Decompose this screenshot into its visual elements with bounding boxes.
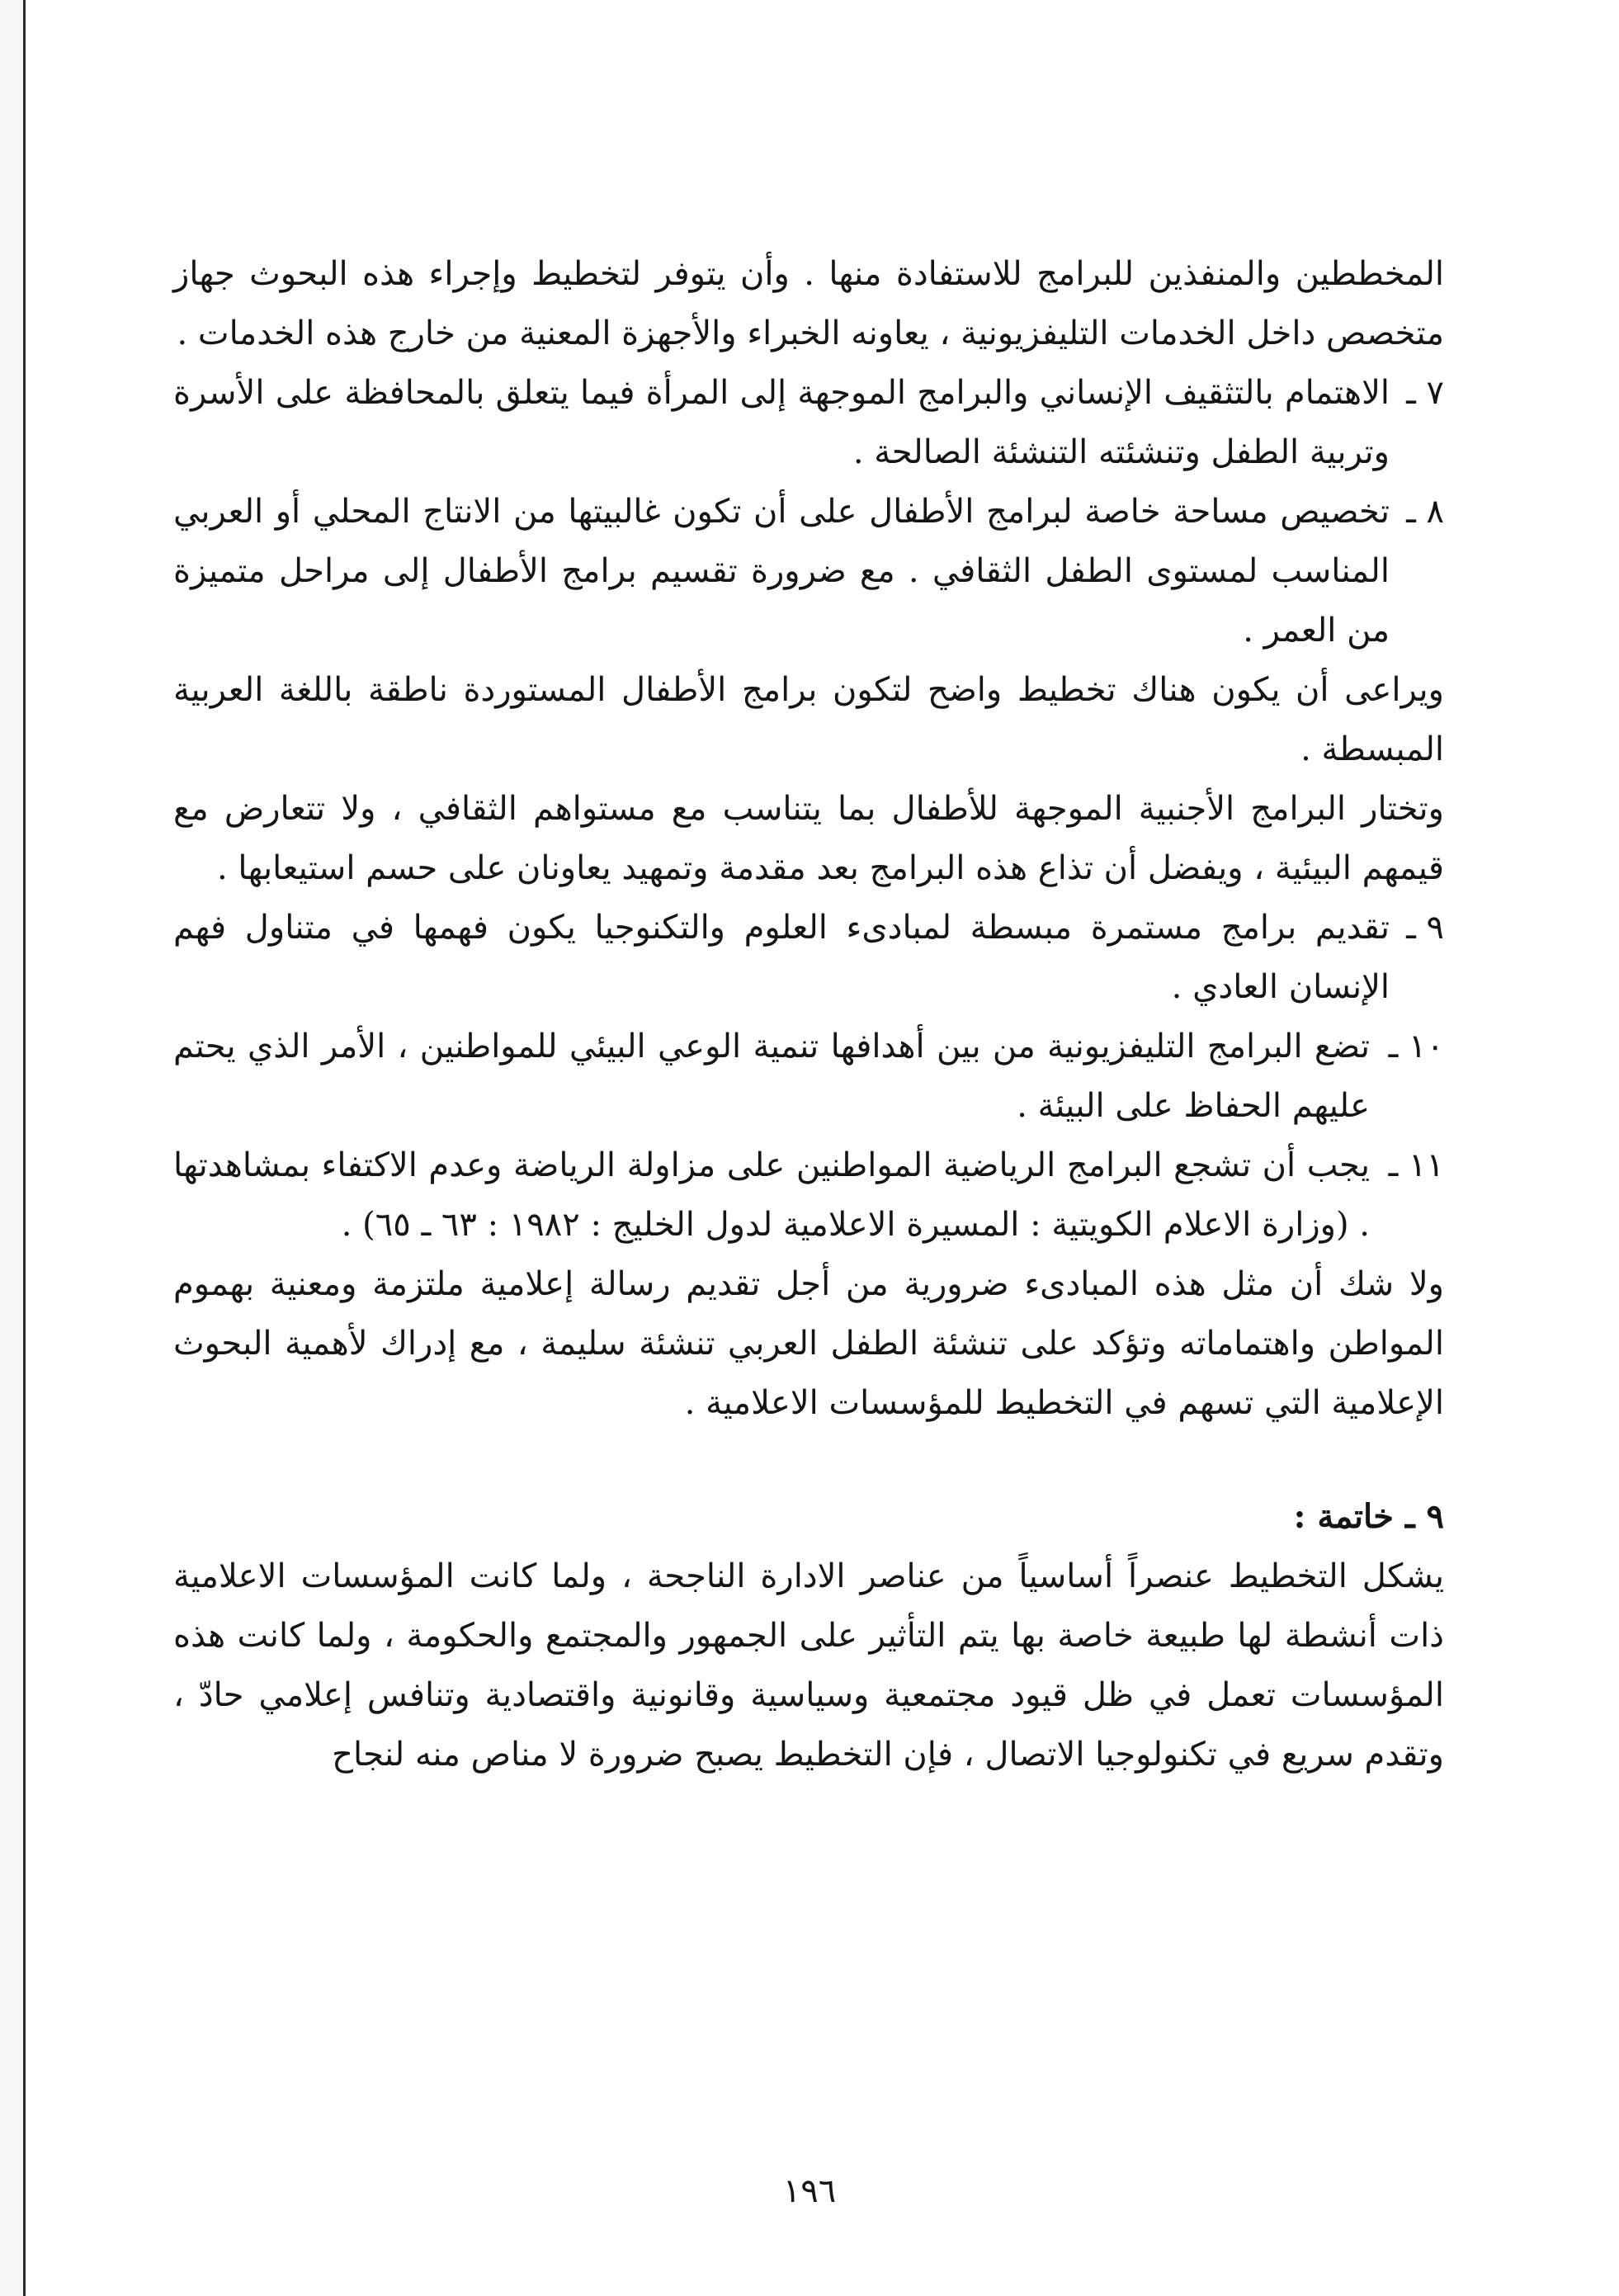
scan-margin — [0, 0, 23, 2296]
paragraph-conclusion: يشكل التخطيط عنصراً أساسياً من عناصر الادارة الناجحة ، ولما كانت المؤسسات الاعلامية ذات أنشطة لها طبيعة خاصة بها يتم التأثير على الجمهور والمجتمع والحكومة ، ولما كانت هذه المؤسسات تعمل في ظل قيود مجتمعية وسياسية وقانونية واقتصادية وتنافس إعلامي حادّ ، وتقدم سريع في تكنولوجيا الاتصال ، فإن التخطيط يصبح ضرورة لا مناص منه لنجاح — [173, 1557, 1444, 1774]
list-item-number: ٧ ـ — [1406, 374, 1444, 412]
list-item-number: ٩ ـ — [1406, 909, 1444, 947]
list-item-number: ١٠ ـ — [1388, 1028, 1444, 1065]
list-item-number: ٨ ـ — [1406, 493, 1444, 531]
list-item-text: تخصيص مساحة خاصة لبرامج الأطفال على أن تكون غالبيتها من الانتاج المحلي أو العربي المناسب لمستوى الطفل الثقافي . مع ضرورة تقسيم برامج الأطفال إلى مراحل متميزة من العمر . — [173, 493, 1390, 650]
page-body — [173, 244, 1444, 1784]
page-number: ١٩٦ — [782, 2172, 837, 2210]
list-item-text: الاهتمام بالتثقيف الإنساني والبرامج الموجهة إلى المرأة فيما يتعلق بالمحافظة على الأسرة وتربية الطفل وتنشئته التنشئة الصالحة . — [173, 374, 1390, 471]
paragraph-foreign-programs: وتختار البرامج الأجنبية الموجهة للأطفال بما يتناسب مع مستواهم الثقافي ، ولا تتعارض مع قيمهم البيئية ، ويفضل أن تذاع هذه البرامج بعد مقدمة وتمهيد يعاونان على حسم استيعابها . — [173, 790, 1444, 887]
section-heading: ٩ ـ خاتمة : — [1293, 1497, 1444, 1536]
list-item-text: تضع البرامج التليفزيونية من بين أهدافها تنمية الوعي البيئي للمواطنين ، الأمر الذي يحتم عليهم الحفاظ على البيئة . — [173, 1028, 1370, 1125]
list-item-8 — [173, 482, 1444, 660]
list-item-9 — [173, 898, 1444, 1017]
list-item-7 — [173, 363, 1444, 482]
paragraph-arabic-programs: ويراعى أن يكون هناك تخطيط واضح لتكون برامج الأطفال المستوردة ناطقة باللغة العربية المبسطة . — [173, 671, 1444, 768]
list-item-text: يجب أن تشجع البرامج الرياضية المواطنين على مزاولة الرياضة وعدم الاكتفاء بمشاهدتها . (وزارة الاعلام الكويتية : المسيرة الاعلامية لدول الخليج : ١٩٨٢ : ٦٣ ـ ٦٥) . — [173, 1146, 1370, 1244]
paragraph-principles: ولا شك أن مثل هذه المبادىء ضرورية من أجل تقديم رسالة إعلامية ملتزمة ومعنية بهموم المواطن واهتماماته وتؤكد على تنشئة الطفل العربي تنشئة سليمة ، مع إدراك لأهمية البحوث الإعلامية التي تسهم في التخطيط للمؤسسات الاعلامية . — [173, 1265, 1444, 1422]
scan-edge-line — [23, 0, 26, 2296]
list-item-11 — [173, 1136, 1444, 1254]
list-item-text: تقديم برامج مستمرة مبسطة لمبادىء العلوم والتكنوجيا يكون فهمها في متناول فهم الإنسان العادي . — [173, 909, 1390, 1006]
continuation-paragraph: المخططين والمنفذين للبرامج للاستفادة منها . وأن يتوفر لتخطيط وإجراء هذه البحوث جهاز متخصص داخل الخدمات التليفزيونية ، يعاونه الخبراء والأجهزة المعنية من خارج هذه الخدمات . — [173, 255, 1445, 352]
list-item-10 — [173, 1017, 1444, 1136]
section-spacer — [173, 1433, 1444, 1487]
list-item-number: ١١ ـ — [1388, 1146, 1444, 1184]
